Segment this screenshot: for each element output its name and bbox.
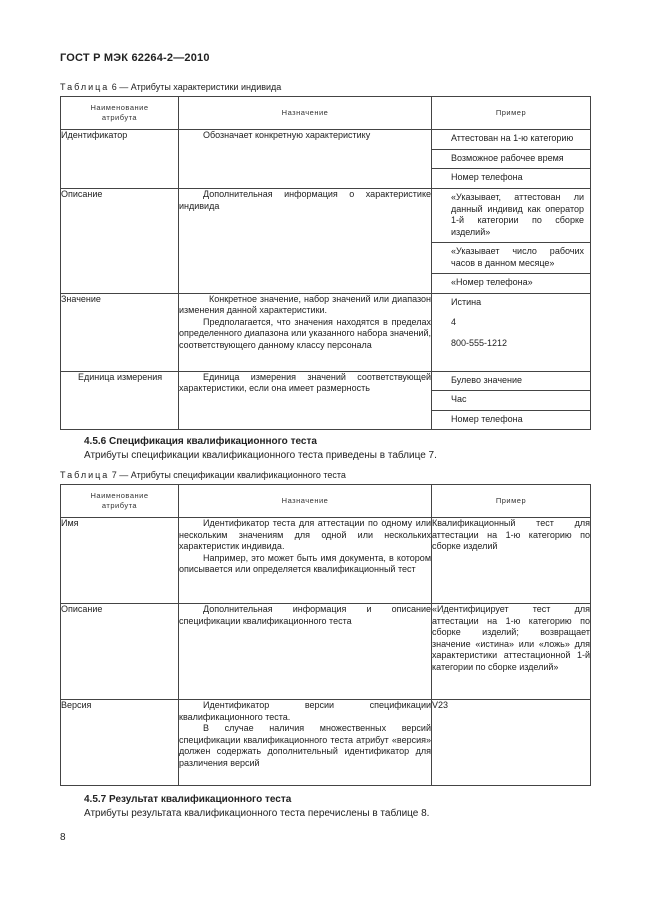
document-header: ГОСТ Р МЭК 62264-2—2010: [60, 52, 210, 64]
attribute-name: Версия: [61, 700, 179, 786]
table-row: [61, 700, 591, 786]
caption-word: Таблица: [60, 470, 110, 480]
attribute-name: Единица измерения: [61, 371, 179, 430]
attribute-examples: [432, 130, 591, 189]
attribute-examples: [432, 293, 591, 371]
example-item: Возможное рабочее время: [432, 150, 590, 170]
table-row: [61, 604, 591, 700]
caption-text: 7 — Атрибуты спецификации квалификационного теста: [109, 470, 346, 480]
header-purpose: Назначение: [179, 485, 432, 518]
example-item: «Указывает число рабочих часов в данном месяце»: [432, 243, 590, 274]
example-item: Аттестован на 1-ю категорию: [432, 130, 590, 150]
attribute-examples: [432, 189, 591, 294]
attribute-description: Дополнительная информация о характеристике индивида: [179, 189, 432, 294]
attribute-description: Единица измерения значений соответствующей характеристики, если она имеет размерность: [179, 371, 432, 430]
table-row: [61, 189, 591, 294]
example-item: «Номер телефона»: [451, 277, 533, 287]
attribute-description: Идентификатор версии спецификации квалификационного теста. В случае наличия множественных версий спецификации квалификационного теста атрибут «версия» должен содержать дополнительный идентификатор для различения версий: [179, 700, 432, 786]
table-header-row: [61, 485, 591, 518]
header-example: Пример: [432, 97, 591, 130]
example-item: «Указывает, аттестован ли данный индивид как оператор 1-й категории по сборке изделий»: [432, 189, 590, 243]
attribute-example: Квалификационный тест для аттестации на 1-ю категорию по сборке изделий: [432, 518, 591, 604]
attribute-name: Имя: [61, 518, 179, 604]
section-4-5-7-text: Атрибуты результата квалификационного теста перечислены в таблице 8.: [84, 808, 430, 819]
section-4-5-6-title: 4.5.6 Спецификация квалификационного теста: [84, 436, 317, 447]
example-item: Час: [432, 391, 590, 411]
table-row: [61, 130, 591, 189]
header-attribute-name: Наименование атрибута: [61, 97, 179, 130]
caption-word: Таблица: [60, 82, 110, 92]
example-item: Булево значение: [432, 372, 590, 392]
attribute-name: Описание: [61, 604, 179, 700]
attribute-description: Дополнительная информация и описание спецификации квалификационного теста: [179, 604, 432, 700]
table-6-caption: [60, 82, 281, 92]
header-attribute-name: Наименование атрибута: [61, 485, 179, 518]
example-item: 800-555-1212: [451, 337, 508, 348]
example-item: 4: [451, 317, 457, 327]
attribute-name: Значение: [61, 293, 179, 371]
attribute-description: Конкретное значение, набор значений или диапазон изменения данной характеристики. Предполагается, что значения находятся в пределах определенного диапазона или указанного набора значений, соответствующего данному классу персонала: [179, 293, 432, 371]
attribute-description: Идентификатор теста для аттестации по одному или нескольким значениям для одной или нескольких характеристик индивида. Например, это может быть имя документа, в котором описывается или определяется квалификационный тест: [179, 518, 432, 604]
example-item: Номер телефона: [451, 172, 523, 182]
header-example: Пример: [432, 485, 591, 518]
example-item: Номер телефона: [451, 413, 523, 424]
attribute-name: Идентификатор: [61, 130, 179, 189]
page-number: 8: [60, 832, 66, 843]
table-row: [61, 371, 591, 430]
section-4-5-6-text: Атрибуты спецификации квалификационного теста приведены в таблице 7.: [84, 450, 437, 461]
caption-text: 6 — Атрибуты характеристики индивида: [109, 82, 282, 92]
attribute-name: Описание: [61, 189, 179, 294]
section-4-5-7-title: 4.5.7 Результат квалификационного теста: [84, 794, 292, 805]
attribute-examples: [432, 371, 591, 430]
table-7-caption: [60, 470, 346, 480]
attribute-example: «Идентифицирует тест для аттестации на 1-ю категорию по сборке изделий; возвращает значение «истина» или «ложь» для характеристики аттестационной 1-й категории по сборке изделий»: [432, 604, 591, 700]
table-7: [60, 484, 591, 786]
table-header-row: [61, 97, 591, 130]
attribute-description: Обозначает конкретную характеристику: [179, 130, 432, 189]
table-row: [61, 293, 591, 371]
table-row: [61, 518, 591, 604]
example-item: Истина: [451, 296, 482, 307]
header-purpose: Назначение: [179, 97, 432, 130]
table-6: [60, 96, 591, 430]
attribute-example: V23: [432, 700, 591, 786]
